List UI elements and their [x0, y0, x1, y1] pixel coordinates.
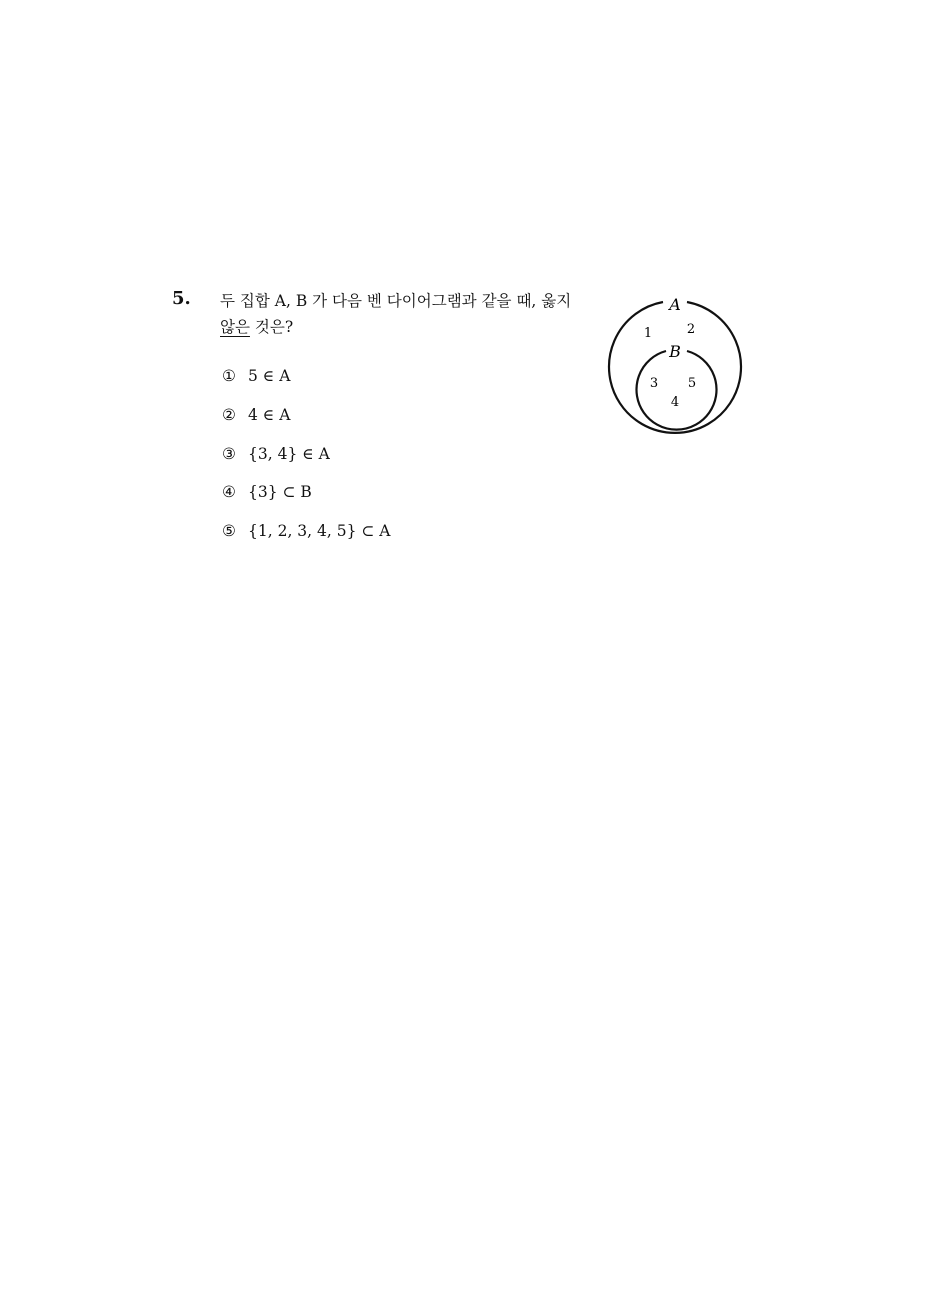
- choice-expression: {3, 4} ∈ A: [248, 444, 330, 463]
- choice-expression: 4 ∈ A: [248, 405, 291, 424]
- question-line-2: [220, 314, 590, 340]
- choice-marker: ③: [222, 444, 236, 463]
- choice-1[interactable]: [222, 367, 390, 406]
- question-line-2-rest: 것은?: [249, 318, 294, 336]
- problem-number: 5.: [172, 288, 191, 309]
- choice-5[interactable]: [222, 522, 390, 561]
- element-1: 1: [643, 326, 653, 341]
- venn-diagram: [600, 290, 750, 440]
- set-b-label: B: [669, 342, 681, 361]
- question-text: [220, 288, 590, 340]
- choice-expression: {1, 2, 3, 4, 5} ⊂ A: [248, 522, 391, 541]
- answer-choices: [222, 367, 390, 561]
- choice-expression: {3} ⊂ B: [248, 483, 312, 502]
- set-b-circle: [637, 351, 717, 430]
- choice-marker: ⑤: [222, 522, 236, 541]
- underlined-word: 않은: [220, 318, 250, 336]
- choice-marker: ④: [222, 483, 236, 502]
- element-5: 5: [687, 376, 697, 391]
- choice-expression: 5 ∈ A: [248, 367, 291, 385]
- element-3: 3: [649, 376, 659, 391]
- choice-3[interactable]: [222, 445, 390, 484]
- element-4: 4: [670, 395, 680, 410]
- set-a-circle: [609, 302, 741, 433]
- choice-4[interactable]: [222, 483, 390, 522]
- choice-marker: ②: [222, 405, 236, 424]
- element-2: 2: [686, 322, 696, 337]
- choice-marker: ①: [222, 367, 236, 385]
- choice-2[interactable]: [222, 406, 390, 445]
- question-line-1: 두 집합 A, B 가 다음 벤 다이어그램과 같을 때, 옳지: [220, 292, 572, 310]
- set-a-label: A: [669, 295, 681, 314]
